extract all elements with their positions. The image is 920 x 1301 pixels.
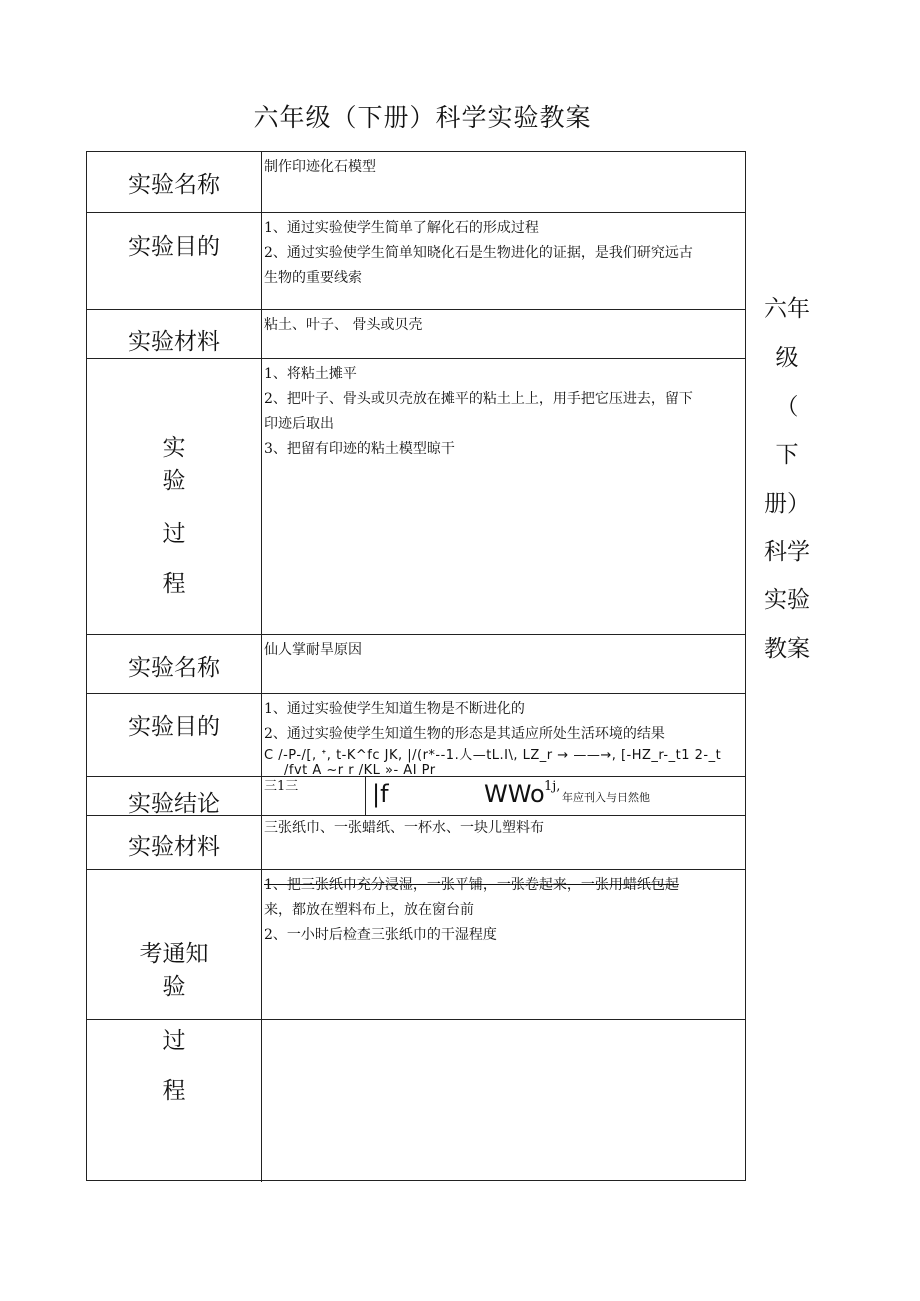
value-line: 1、将粘土摊平 (264, 366, 357, 382)
label-char: 程 (162, 1078, 186, 1104)
value-line: 仙人掌耐旱原因 (264, 642, 362, 658)
value-line: 2、一小时后检查三张纸巾的干湿程度 (264, 927, 497, 943)
cell-divider (365, 777, 366, 815)
side-text: 实验 (764, 587, 810, 613)
row-value (262, 152, 745, 212)
label-text: 考通知 (139, 941, 209, 967)
label-text: 验 (162, 974, 186, 1000)
garbled-text: |f (372, 780, 389, 808)
row-label (87, 310, 262, 358)
row-label (87, 870, 262, 1019)
value-line: 2、把叶子、骨头或贝壳放在摊平的粘土上上，用手把它压进去，留下 (264, 391, 693, 407)
label-char: 实 (162, 435, 186, 461)
row-value (262, 213, 745, 309)
row-label (87, 359, 262, 634)
value-line: 1、把三张纸巾充分浸湿，一张平铺，一张卷起来，一张用蜡纸包起 (264, 877, 679, 893)
row-value (262, 635, 745, 693)
row-label (87, 635, 262, 693)
label-char: 程 (162, 571, 186, 597)
table-row (87, 310, 745, 359)
garbled-text: 1j, (544, 779, 561, 794)
side-text: （ (775, 394, 799, 420)
value-line: 生物的重要线索 (264, 270, 362, 286)
value-line: 2、通过实验使学生知道生物的形态是其适应所处生活环境的结果 (264, 726, 665, 742)
row-value (262, 694, 745, 776)
value-line: 粘土、叶子、 骨头或贝壳 (264, 317, 423, 333)
garbled-text: 三1三 (264, 779, 299, 794)
table-row (87, 152, 745, 213)
garbled-line: C /-P-/[, ᐩ, t-K^fc JK, |/(r*--1.人—tL.I\, LZ_r → ——→, [-HZ_r-_t1 2-_t (264, 748, 722, 763)
value-line: 印迹后取出 (264, 416, 334, 432)
label-text: 实验名称 (128, 172, 220, 198)
row-label (87, 777, 262, 815)
value-line: 三张纸巾、一张蜡纸、一杯水、一块儿塑料布 (264, 820, 544, 836)
label-char: 验 (162, 468, 186, 494)
table-row (87, 777, 745, 816)
value-line: 2、通过实验使学生简单知晓化石是生物进化的证据，是我们研究远古 (264, 245, 693, 261)
value-line: 1、通过实验使学生简单了解化石的形成过程 (264, 220, 539, 236)
label-text: 实验目的 (128, 714, 220, 740)
row-value (262, 777, 745, 815)
lesson-plan-table (86, 151, 746, 1181)
label-char: 过 (162, 521, 186, 547)
row-value (262, 1020, 745, 1182)
label-text: 实验名称 (128, 655, 220, 681)
side-text: 下 (775, 442, 799, 468)
label-text: 实验结论 (128, 791, 220, 817)
label-text: 实验目的 (128, 234, 220, 260)
page-title: 六年级（下册）科学实验教案 (253, 103, 592, 132)
side-text: 科学 (764, 539, 810, 565)
garbled-line: /fvt A ~r r /KL »- AI Pr (284, 763, 436, 776)
label-char: 过 (162, 1028, 186, 1054)
row-label (87, 213, 262, 309)
row-label (87, 152, 262, 212)
side-text: 六年 (764, 296, 810, 322)
table-row (87, 1020, 745, 1182)
value-line: 来，都放在塑料布上，放在窗台前 (264, 902, 474, 918)
table-row (87, 870, 745, 1020)
side-text: 级 (775, 345, 799, 371)
table-row (87, 816, 745, 870)
table-row (87, 635, 745, 694)
value-line: 制作印迹化石模型 (264, 159, 376, 175)
table-row (87, 694, 745, 777)
row-label (87, 1020, 262, 1182)
table-row (87, 213, 745, 310)
table-row (87, 359, 745, 635)
row-value (262, 816, 745, 869)
garbled-text: 年应刊入与日然他 (562, 791, 650, 804)
label-text: 实验材料 (128, 329, 220, 355)
row-value (262, 870, 745, 1019)
garbled-text: WWo (484, 780, 545, 808)
row-value (262, 359, 745, 634)
row-value (262, 310, 745, 358)
side-text: 教案 (764, 636, 810, 662)
row-label (87, 694, 262, 776)
value-line: 3、把留有印迹的粘土模型晾干 (264, 441, 455, 457)
value-line: 1、通过实验使学生知道生物是不断进化的 (264, 701, 525, 717)
row-label (87, 816, 262, 869)
label-text: 实验材料 (128, 834, 220, 860)
side-text: 册） (764, 491, 810, 517)
